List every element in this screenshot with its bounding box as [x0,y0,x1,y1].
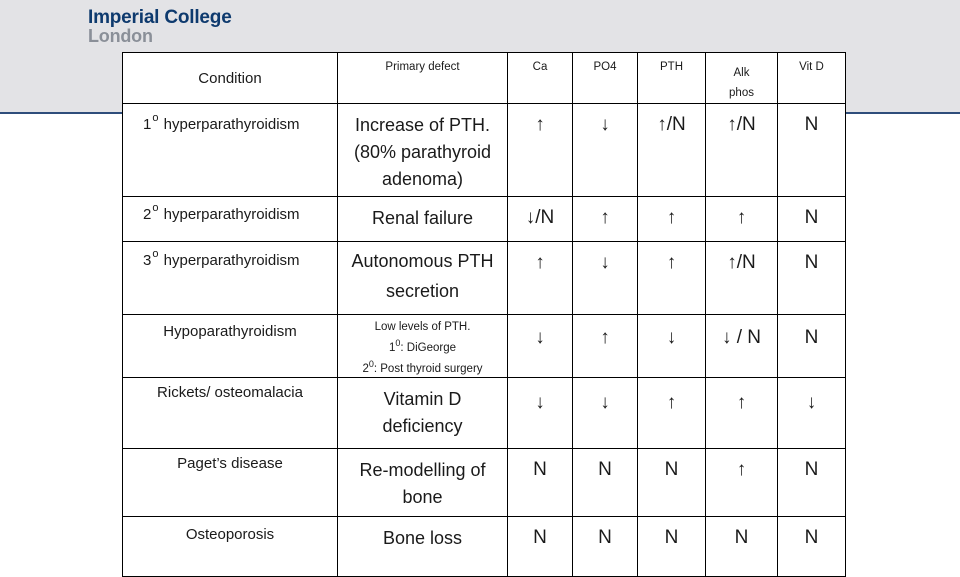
table-row [123,197,846,242]
header-ca: Ca [508,53,573,104]
defect-text: : DiGeorge [400,341,457,354]
degree-symbol: o [152,112,159,124]
logo-line-1: Imperial College [88,7,232,28]
vitd-cell: N [778,242,846,315]
condition-number: 2 [143,206,152,223]
alk-phos-cell: ↓ / N [706,315,778,378]
defect-line: adenoma) [381,169,464,189]
defect-line [338,356,507,377]
condition-name: hyperparathyroidism [163,206,300,223]
header-alk-line1: Alk [733,67,750,79]
table-header-row [123,53,846,104]
defect-line: Bone loss [382,527,463,548]
header-primary-defect: Primary defect [338,53,508,104]
condition-cell [123,516,338,576]
header-alk-line2: phos [729,87,754,99]
defect-num: 1 [388,341,396,354]
po4-cell: ↓ [573,242,638,315]
condition-cell [123,315,338,378]
primary-defect-cell [338,242,508,315]
condition-number: 3 [143,252,152,269]
header-po4: PO4 [573,53,638,104]
ca-cell: ↑ [508,104,573,197]
defect-line: Increase of PTH. [354,115,491,135]
vitd-cell: N [778,516,846,576]
condition-cell [123,377,338,448]
table-row [123,315,846,378]
ca-cell: ↓/N [508,197,573,242]
defect-line: deficiency [382,415,463,436]
defect-sup: 0 [368,358,374,369]
pth-cell: N [638,448,706,516]
condition-cell [123,104,338,197]
defect-line: secretion [385,281,460,301]
pth-cell: ↓ [638,315,706,378]
primary-defect-cell [338,377,508,448]
vitd-cell: N [778,197,846,242]
vitd-cell: N [778,315,846,378]
table-row [123,516,846,576]
condition-number: 1 [143,116,152,133]
header-pth: PTH [638,53,706,104]
ca-cell: ↓ [508,377,573,448]
defect-line: Low levels of PTH. [374,321,471,333]
pth-cell: ↑ [638,197,706,242]
primary-defect-cell [338,315,508,378]
alk-phos-cell: ↑/N [706,242,778,315]
ca-cell: N [508,448,573,516]
header-vitd: Vit D [778,53,846,104]
table-row [123,242,846,315]
defect-text: : Post thyroid surgery [373,362,483,375]
condition-name: Rickets/ osteomalacia [157,383,303,401]
po4-cell: N [573,516,638,576]
primary-defect-cell [338,104,508,197]
imperial-college-logo [88,8,232,45]
vitd-cell: ↓ [778,377,846,448]
po4-cell: ↑ [573,197,638,242]
condition-cell [123,242,338,315]
table-row [123,104,846,197]
condition-name: hyperparathyroidism [163,116,300,133]
alk-phos-cell: ↑ [706,377,778,448]
po4-cell: N [573,448,638,516]
pth-cell: N [638,516,706,576]
defect-line: (80% parathyroid [353,142,492,162]
ca-cell: N [508,516,573,576]
degree-symbol: o [152,248,159,260]
po4-cell: ↓ [573,377,638,448]
defect-line: Re-modelling of [359,459,486,480]
condition-name: Hypoparathyroidism [163,323,297,340]
degree-symbol: o [152,202,159,214]
defect-line: Renal failure [371,208,474,228]
defect-line: bone [402,486,443,507]
alk-phos-cell: ↑ [706,448,778,516]
condition-name: hyperparathyroidism [163,252,300,269]
defect-line: Vitamin D [383,388,462,409]
alk-phos-cell: N [706,516,778,576]
table-row [123,448,846,516]
defect-line [338,335,507,356]
table-row [123,377,846,448]
alk-phos-cell: ↑/N [706,104,778,197]
po4-cell: ↑ [573,315,638,378]
condition-name: Paget’s disease [177,454,283,472]
primary-defect-cell [338,448,508,516]
pth-cell: ↑ [638,377,706,448]
condition-cell [123,448,338,516]
alk-phos-cell: ↑ [706,197,778,242]
pth-cell: ↑ [638,242,706,315]
primary-defect-cell [338,197,508,242]
vitd-cell: N [778,104,846,197]
ca-cell: ↓ [508,315,573,378]
logo-line-2: London [88,26,153,46]
vitd-cell: N [778,448,846,516]
header-condition: Condition [123,53,338,104]
primary-defect-cell [338,516,508,576]
condition-cell [123,197,338,242]
condition-name: Osteoporosis [185,525,275,543]
condition-table [122,52,846,577]
pth-cell: ↑/N [638,104,706,197]
po4-cell: ↓ [573,104,638,197]
defect-line: Autonomous PTH [351,251,494,271]
header-alk-phos [706,53,778,104]
defect-num: 2 [362,362,369,375]
ca-cell: ↑ [508,242,573,315]
defect-sup: 0 [395,338,401,348]
